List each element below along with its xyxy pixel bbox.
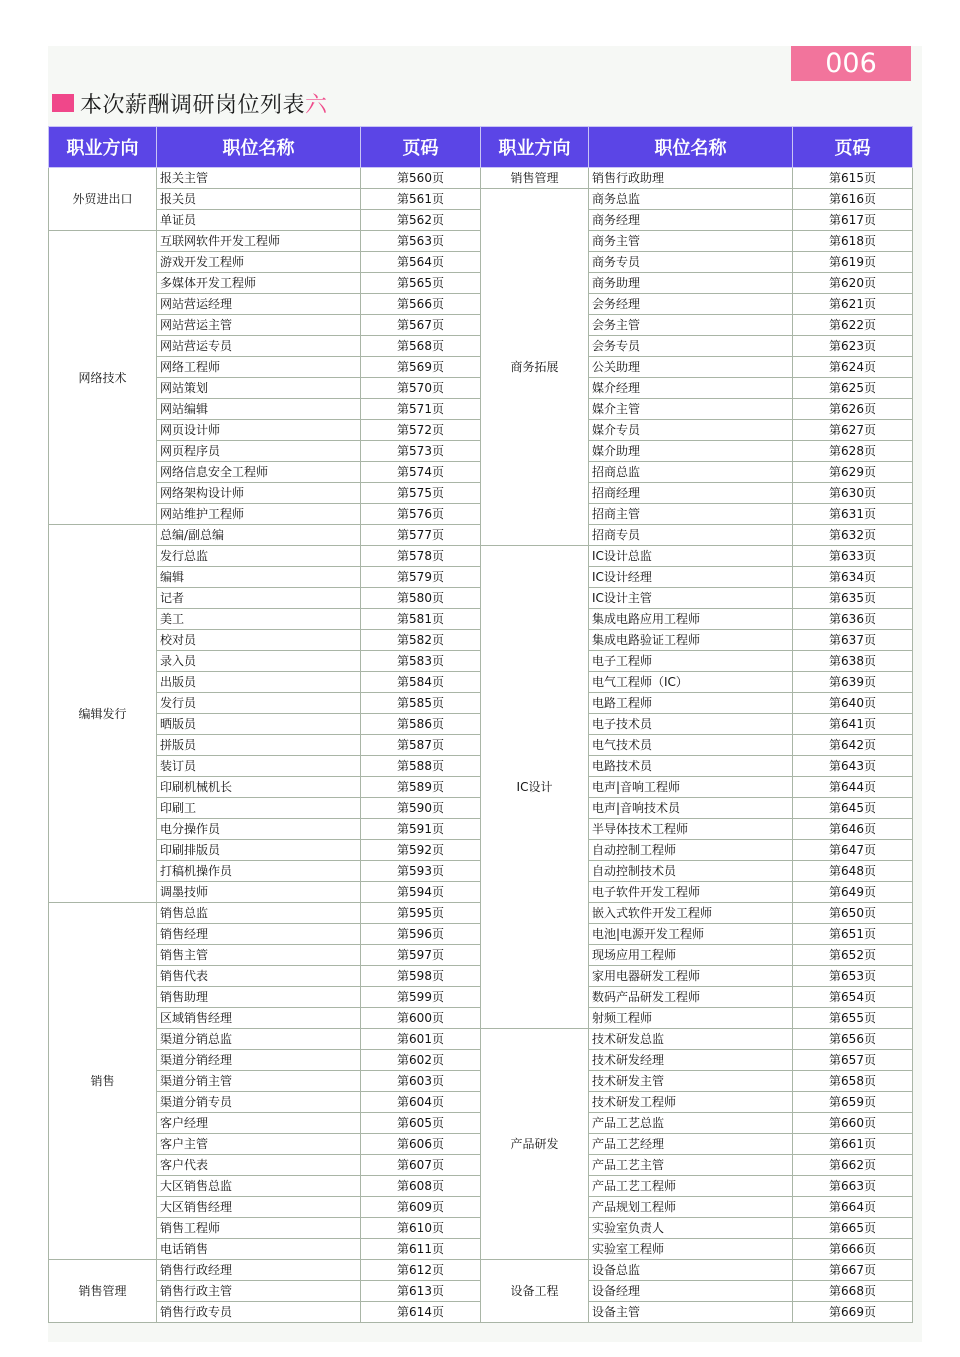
job-title-cell: 销售助理 bbox=[157, 987, 361, 1008]
job-title-cell: 网站维护工程师 bbox=[157, 504, 361, 525]
page-ref-cell: 第637页 bbox=[793, 630, 913, 651]
job-title-cell: 装订员 bbox=[157, 756, 361, 777]
job-title-cell: 商务主管 bbox=[589, 231, 793, 252]
page-ref-cell: 第576页 bbox=[361, 504, 481, 525]
header-page-left: 页码 bbox=[361, 127, 481, 168]
job-title-cell: 媒介经理 bbox=[589, 378, 793, 399]
direction-cell: 网络技术 bbox=[49, 231, 157, 525]
page-ref-cell: 第665页 bbox=[793, 1218, 913, 1239]
page-ref-cell: 第647页 bbox=[793, 840, 913, 861]
page-ref-cell: 第651页 bbox=[793, 924, 913, 945]
page-ref-cell: 第565页 bbox=[361, 273, 481, 294]
job-title-cell: 商务经理 bbox=[589, 210, 793, 231]
header-name-right: 职位名称 bbox=[589, 127, 793, 168]
job-title-cell: 渠道分销主管 bbox=[157, 1071, 361, 1092]
page-ref-cell: 第601页 bbox=[361, 1029, 481, 1050]
page-ref-cell: 第572页 bbox=[361, 420, 481, 441]
job-title-cell: 客户代表 bbox=[157, 1155, 361, 1176]
header-direction-left: 职业方向 bbox=[49, 127, 157, 168]
page-ref-cell: 第609页 bbox=[361, 1197, 481, 1218]
page-ref-cell: 第646页 bbox=[793, 819, 913, 840]
job-title-cell: 渠道分销经理 bbox=[157, 1050, 361, 1071]
page-ref-cell: 第649页 bbox=[793, 882, 913, 903]
job-title-cell: 招商总监 bbox=[589, 462, 793, 483]
page-ref-cell: 第586页 bbox=[361, 714, 481, 735]
page-ref-cell: 第568页 bbox=[361, 336, 481, 357]
job-title-cell: 印刷排版员 bbox=[157, 840, 361, 861]
job-title-cell: 产品工艺经理 bbox=[589, 1134, 793, 1155]
job-title-cell: 渠道分销总监 bbox=[157, 1029, 361, 1050]
page-ref-cell: 第598页 bbox=[361, 966, 481, 987]
job-title-cell: 媒介主管 bbox=[589, 399, 793, 420]
page-ref-cell: 第656页 bbox=[793, 1029, 913, 1050]
job-title-cell: 印刷机械机长 bbox=[157, 777, 361, 798]
job-title-cell: 网站营运经理 bbox=[157, 294, 361, 315]
job-title-cell: 美工 bbox=[157, 609, 361, 630]
page-ref-cell: 第648页 bbox=[793, 861, 913, 882]
page-ref-cell: 第657页 bbox=[793, 1050, 913, 1071]
page-ref-cell: 第611页 bbox=[361, 1239, 481, 1260]
job-title-cell: 现场应用工程师 bbox=[589, 945, 793, 966]
job-title-cell: 招商经理 bbox=[589, 483, 793, 504]
job-title-cell: 嵌入式软件开发工程师 bbox=[589, 903, 793, 924]
header-direction-right: 职业方向 bbox=[481, 127, 589, 168]
page-ref-cell: 第653页 bbox=[793, 966, 913, 987]
job-title-cell: 设备经理 bbox=[589, 1281, 793, 1302]
job-title-cell: 客户主管 bbox=[157, 1134, 361, 1155]
job-title-cell: 公关助理 bbox=[589, 357, 793, 378]
title-accent: 六 bbox=[305, 92, 328, 118]
job-title-cell: 网站营运主管 bbox=[157, 315, 361, 336]
page-ref-cell: 第564页 bbox=[361, 252, 481, 273]
job-title-cell: 发行员 bbox=[157, 693, 361, 714]
job-title-cell: 销售工程师 bbox=[157, 1218, 361, 1239]
job-title-cell: 网络架构设计师 bbox=[157, 483, 361, 504]
job-title-cell: 网站策划 bbox=[157, 378, 361, 399]
page-ref-cell: 第650页 bbox=[793, 903, 913, 924]
job-title-cell: 会务主管 bbox=[589, 315, 793, 336]
job-title-cell: 自动控制技术员 bbox=[589, 861, 793, 882]
page-ref-cell: 第659页 bbox=[793, 1092, 913, 1113]
page-ref-cell: 第621页 bbox=[793, 294, 913, 315]
table-row bbox=[49, 1260, 913, 1281]
page-ref-cell: 第560页 bbox=[361, 168, 481, 189]
page-ref-cell: 第610页 bbox=[361, 1218, 481, 1239]
job-title-cell: 商务助理 bbox=[589, 273, 793, 294]
job-title-cell: 电气工程师（IC） bbox=[589, 672, 793, 693]
job-title-cell: 销售行政专员 bbox=[157, 1302, 361, 1323]
job-title-cell: 媒介专员 bbox=[589, 420, 793, 441]
page-ref-cell: 第639页 bbox=[793, 672, 913, 693]
page-ref-cell: 第580页 bbox=[361, 588, 481, 609]
page-ref-cell: 第574页 bbox=[361, 462, 481, 483]
page-ref-cell: 第612页 bbox=[361, 1260, 481, 1281]
title-marker-square bbox=[52, 94, 74, 112]
job-list-table bbox=[48, 126, 913, 1323]
page-ref-cell: 第613页 bbox=[361, 1281, 481, 1302]
job-title-cell: 招商主管 bbox=[589, 504, 793, 525]
page-ref-cell: 第660页 bbox=[793, 1113, 913, 1134]
page-ref-cell: 第584页 bbox=[361, 672, 481, 693]
job-title-cell: 电声|音响工程师 bbox=[589, 777, 793, 798]
job-title-cell: 调墨技师 bbox=[157, 882, 361, 903]
job-title-cell: 单证员 bbox=[157, 210, 361, 231]
page-number-badge: 006 bbox=[791, 46, 911, 81]
page-ref-cell: 第591页 bbox=[361, 819, 481, 840]
job-title-cell: 录入员 bbox=[157, 651, 361, 672]
job-title-cell: 技术研发工程师 bbox=[589, 1092, 793, 1113]
table-row bbox=[49, 189, 913, 210]
page-ref-cell: 第662页 bbox=[793, 1155, 913, 1176]
page-ref-cell: 第635页 bbox=[793, 588, 913, 609]
job-title-cell: 商务专员 bbox=[589, 252, 793, 273]
page-ref-cell: 第625页 bbox=[793, 378, 913, 399]
page-ref-cell: 第669页 bbox=[793, 1302, 913, 1323]
page-ref-cell: 第633页 bbox=[793, 546, 913, 567]
page-ref-cell: 第617页 bbox=[793, 210, 913, 231]
job-title-cell: 电子软件开发工程师 bbox=[589, 882, 793, 903]
job-title-cell: 产品工艺总监 bbox=[589, 1113, 793, 1134]
page-ref-cell: 第582页 bbox=[361, 630, 481, 651]
job-title-cell: 销售行政主管 bbox=[157, 1281, 361, 1302]
job-title-cell: 销售总监 bbox=[157, 903, 361, 924]
page-ref-cell: 第667页 bbox=[793, 1260, 913, 1281]
job-title-cell: 媒介助理 bbox=[589, 441, 793, 462]
page-ref-cell: 第655页 bbox=[793, 1008, 913, 1029]
page-ref-cell: 第577页 bbox=[361, 525, 481, 546]
job-title-cell: 电分操作员 bbox=[157, 819, 361, 840]
job-title-cell: 电气技术员 bbox=[589, 735, 793, 756]
job-title-cell: 网络信息安全工程师 bbox=[157, 462, 361, 483]
job-title-cell: 电话销售 bbox=[157, 1239, 361, 1260]
job-title-cell: 销售行政助理 bbox=[589, 168, 793, 189]
header-name-left: 职位名称 bbox=[157, 127, 361, 168]
direction-cell: 设备工程 bbox=[481, 1260, 589, 1323]
job-title-cell: 产品工艺主管 bbox=[589, 1155, 793, 1176]
page-ref-cell: 第615页 bbox=[793, 168, 913, 189]
page-ref-cell: 第623页 bbox=[793, 336, 913, 357]
page-ref-cell: 第626页 bbox=[793, 399, 913, 420]
page-ref-cell: 第629页 bbox=[793, 462, 913, 483]
page-ref-cell: 第614页 bbox=[361, 1302, 481, 1323]
page-ref-cell: 第624页 bbox=[793, 357, 913, 378]
page-ref-cell: 第599页 bbox=[361, 987, 481, 1008]
job-title-cell: 招商专员 bbox=[589, 525, 793, 546]
job-title-cell: 网站编辑 bbox=[157, 399, 361, 420]
job-title-cell: 客户经理 bbox=[157, 1113, 361, 1134]
job-title-cell: 记者 bbox=[157, 588, 361, 609]
page-ref-cell: 第668页 bbox=[793, 1281, 913, 1302]
page-ref-cell: 第594页 bbox=[361, 882, 481, 903]
job-title-cell: 电子技术员 bbox=[589, 714, 793, 735]
job-title-cell: 出版员 bbox=[157, 672, 361, 693]
page-ref-cell: 第652页 bbox=[793, 945, 913, 966]
job-title-cell: 网页设计师 bbox=[157, 420, 361, 441]
job-title-cell: 商务总监 bbox=[589, 189, 793, 210]
page-ref-cell: 第663页 bbox=[793, 1176, 913, 1197]
page-ref-cell: 第583页 bbox=[361, 651, 481, 672]
page-ref-cell: 第605页 bbox=[361, 1113, 481, 1134]
page-ref-cell: 第579页 bbox=[361, 567, 481, 588]
page-ref-cell: 第573页 bbox=[361, 441, 481, 462]
direction-cell: 销售管理 bbox=[49, 1260, 157, 1323]
page-ref-cell: 第570页 bbox=[361, 378, 481, 399]
job-title-cell: 网站营运专员 bbox=[157, 336, 361, 357]
page-ref-cell: 第593页 bbox=[361, 861, 481, 882]
job-title-cell: IC设计经理 bbox=[589, 567, 793, 588]
page-ref-cell: 第575页 bbox=[361, 483, 481, 504]
page-ref-cell: 第619页 bbox=[793, 252, 913, 273]
direction-cell: 销售管理 bbox=[481, 168, 589, 189]
page-ref-cell: 第581页 bbox=[361, 609, 481, 630]
page-ref-cell: 第561页 bbox=[361, 189, 481, 210]
job-title-cell: 渠道分销专员 bbox=[157, 1092, 361, 1113]
job-title-cell: 大区销售经理 bbox=[157, 1197, 361, 1218]
job-title-cell: 发行总监 bbox=[157, 546, 361, 567]
page-ref-cell: 第590页 bbox=[361, 798, 481, 819]
job-title-cell: 编辑 bbox=[157, 567, 361, 588]
job-title-cell: 半导体技术工程师 bbox=[589, 819, 793, 840]
job-title-cell: 总编/副总编 bbox=[157, 525, 361, 546]
page-ref-cell: 第595页 bbox=[361, 903, 481, 924]
direction-cell: IC设计 bbox=[481, 546, 589, 1029]
job-title-cell: IC设计总监 bbox=[589, 546, 793, 567]
page-ref-cell: 第641页 bbox=[793, 714, 913, 735]
table-row bbox=[49, 1029, 913, 1050]
page-ref-cell: 第644页 bbox=[793, 777, 913, 798]
job-title-cell: 电声|音响技术员 bbox=[589, 798, 793, 819]
page-ref-cell: 第645页 bbox=[793, 798, 913, 819]
page-ref-cell: 第661页 bbox=[793, 1134, 913, 1155]
page-ref-cell: 第620页 bbox=[793, 273, 913, 294]
job-title-cell: 销售行政经理 bbox=[157, 1260, 361, 1281]
job-title-cell: IC设计主管 bbox=[589, 588, 793, 609]
job-title-cell: 技术研发主管 bbox=[589, 1071, 793, 1092]
page-ref-cell: 第634页 bbox=[793, 567, 913, 588]
job-title-cell: 电池|电源开发工程师 bbox=[589, 924, 793, 945]
job-title-cell: 印刷工 bbox=[157, 798, 361, 819]
page-ref-cell: 第627页 bbox=[793, 420, 913, 441]
job-title-cell: 自动控制工程师 bbox=[589, 840, 793, 861]
job-title-cell: 集成电路验证工程师 bbox=[589, 630, 793, 651]
table-body bbox=[49, 168, 913, 1323]
job-title-cell: 区域销售经理 bbox=[157, 1008, 361, 1029]
job-title-cell: 大区销售总监 bbox=[157, 1176, 361, 1197]
page-ref-cell: 第616页 bbox=[793, 189, 913, 210]
page-ref-cell: 第630页 bbox=[793, 483, 913, 504]
direction-cell: 商务拓展 bbox=[481, 189, 589, 546]
page-ref-cell: 第588页 bbox=[361, 756, 481, 777]
job-title-cell: 拼版员 bbox=[157, 735, 361, 756]
page-ref-cell: 第603页 bbox=[361, 1071, 481, 1092]
job-title-cell: 网页程序员 bbox=[157, 441, 361, 462]
page-ref-cell: 第643页 bbox=[793, 756, 913, 777]
job-title-cell: 设备总监 bbox=[589, 1260, 793, 1281]
page-ref-cell: 第604页 bbox=[361, 1092, 481, 1113]
direction-cell: 产品研发 bbox=[481, 1029, 589, 1260]
table-header-row bbox=[49, 127, 913, 168]
job-title-cell: 会务专员 bbox=[589, 336, 793, 357]
job-title-cell: 实验室工程师 bbox=[589, 1239, 793, 1260]
page-ref-cell: 第640页 bbox=[793, 693, 913, 714]
page-ref-cell: 第600页 bbox=[361, 1008, 481, 1029]
job-title-cell: 校对员 bbox=[157, 630, 361, 651]
job-title-cell: 电子工程师 bbox=[589, 651, 793, 672]
job-title-cell: 多媒体开发工程师 bbox=[157, 273, 361, 294]
job-title-cell: 互联网软件开发工程师 bbox=[157, 231, 361, 252]
page-ref-cell: 第658页 bbox=[793, 1071, 913, 1092]
job-title-cell: 实验室负责人 bbox=[589, 1218, 793, 1239]
job-title-cell: 会务经理 bbox=[589, 294, 793, 315]
page-ref-cell: 第618页 bbox=[793, 231, 913, 252]
page-ref-cell: 第632页 bbox=[793, 525, 913, 546]
page-ref-cell: 第622页 bbox=[793, 315, 913, 336]
job-title-cell: 销售代表 bbox=[157, 966, 361, 987]
job-title-cell: 网络工程师 bbox=[157, 357, 361, 378]
page-title bbox=[52, 90, 328, 116]
page-ref-cell: 第608页 bbox=[361, 1176, 481, 1197]
job-title-cell: 集成电路应用工程师 bbox=[589, 609, 793, 630]
page-ref-cell: 第587页 bbox=[361, 735, 481, 756]
job-title-cell: 报关员 bbox=[157, 189, 361, 210]
job-title-cell: 晒版员 bbox=[157, 714, 361, 735]
direction-cell: 编辑发行 bbox=[49, 525, 157, 903]
header-page-right: 页码 bbox=[793, 127, 913, 168]
page-ref-cell: 第571页 bbox=[361, 399, 481, 420]
page-ref-cell: 第589页 bbox=[361, 777, 481, 798]
page-ref-cell: 第597页 bbox=[361, 945, 481, 966]
title-text: 本次薪酬调研岗位列表 bbox=[80, 92, 306, 118]
page-ref-cell: 第606页 bbox=[361, 1134, 481, 1155]
page-ref-cell: 第585页 bbox=[361, 693, 481, 714]
page-ref-cell: 第636页 bbox=[793, 609, 913, 630]
job-title-cell: 射频工程师 bbox=[589, 1008, 793, 1029]
page-ref-cell: 第563页 bbox=[361, 231, 481, 252]
page-ref-cell: 第592页 bbox=[361, 840, 481, 861]
page-ref-cell: 第567页 bbox=[361, 315, 481, 336]
job-title-cell: 打稿机操作员 bbox=[157, 861, 361, 882]
page-ref-cell: 第628页 bbox=[793, 441, 913, 462]
page-ref-cell: 第642页 bbox=[793, 735, 913, 756]
page-ref-cell: 第569页 bbox=[361, 357, 481, 378]
page-ref-cell: 第654页 bbox=[793, 987, 913, 1008]
job-title-cell: 产品工艺工程师 bbox=[589, 1176, 793, 1197]
page-ref-cell: 第562页 bbox=[361, 210, 481, 231]
job-title-cell: 销售主管 bbox=[157, 945, 361, 966]
job-title-cell: 报关主管 bbox=[157, 168, 361, 189]
direction-cell: 外贸进出口 bbox=[49, 168, 157, 231]
job-title-cell: 产品规划工程师 bbox=[589, 1197, 793, 1218]
job-title-cell: 销售经理 bbox=[157, 924, 361, 945]
page-ref-cell: 第664页 bbox=[793, 1197, 913, 1218]
job-title-cell: 电路技术员 bbox=[589, 756, 793, 777]
table-row bbox=[49, 168, 913, 189]
job-title-cell: 数码产品研发工程师 bbox=[589, 987, 793, 1008]
job-title-cell: 家用电器研发工程师 bbox=[589, 966, 793, 987]
job-title-cell: 游戏开发工程师 bbox=[157, 252, 361, 273]
page-ref-cell: 第566页 bbox=[361, 294, 481, 315]
page-ref-cell: 第631页 bbox=[793, 504, 913, 525]
table-row bbox=[49, 546, 913, 567]
job-title-cell: 设备主管 bbox=[589, 1302, 793, 1323]
page-ref-cell: 第638页 bbox=[793, 651, 913, 672]
direction-cell: 销售 bbox=[49, 903, 157, 1260]
job-title-cell: 技术研发经理 bbox=[589, 1050, 793, 1071]
page-ref-cell: 第607页 bbox=[361, 1155, 481, 1176]
page-ref-cell: 第666页 bbox=[793, 1239, 913, 1260]
page-ref-cell: 第602页 bbox=[361, 1050, 481, 1071]
page-ref-cell: 第578页 bbox=[361, 546, 481, 567]
job-title-cell: 技术研发总监 bbox=[589, 1029, 793, 1050]
page-ref-cell: 第596页 bbox=[361, 924, 481, 945]
job-title-cell: 电路工程师 bbox=[589, 693, 793, 714]
